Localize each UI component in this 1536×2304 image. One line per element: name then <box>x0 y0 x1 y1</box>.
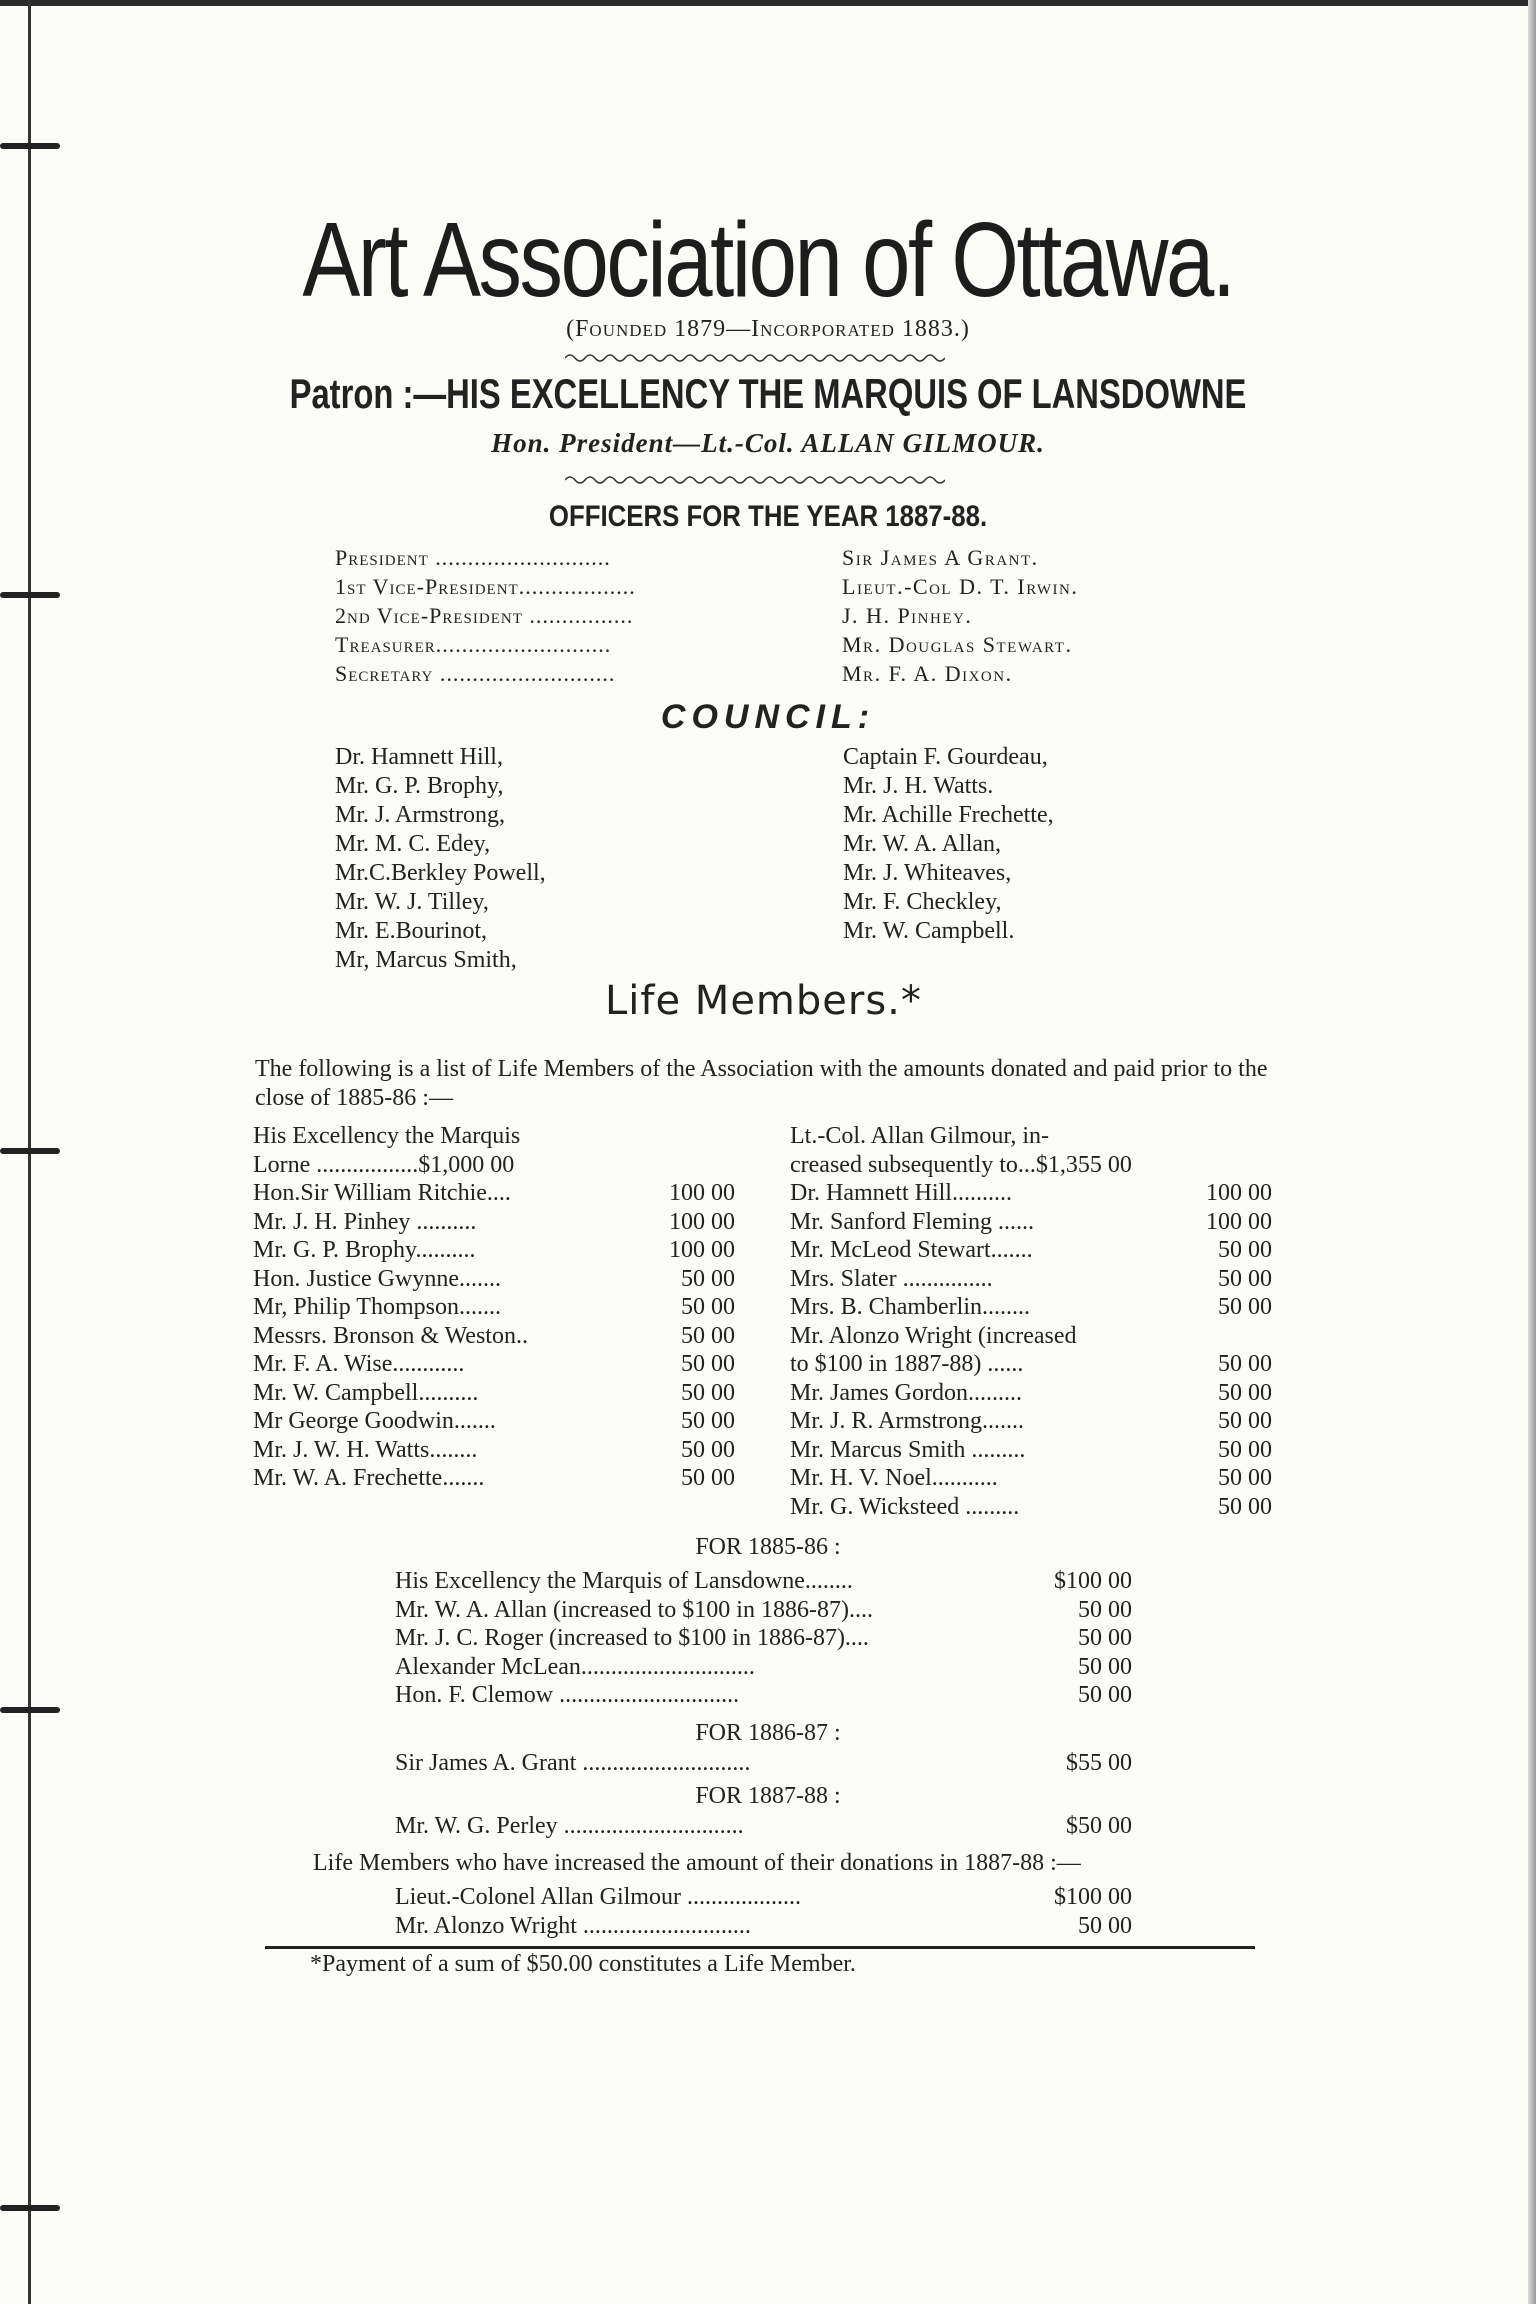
member-name: Lieut.-Colonel Allan Gilmour ................... <box>395 1884 801 1910</box>
member-amount: $100 00 <box>1054 1568 1132 1594</box>
officer-name: Mr. Douglas Stewart. <box>842 632 1073 657</box>
member-amount: 100 00 <box>1206 1208 1272 1235</box>
officer-role: Secretary ........................... <box>335 661 616 686</box>
member-name: Messrs. Bronson & Weston.. <box>253 1322 528 1349</box>
member-name: creased subsequently to...$1,355 00 <box>790 1151 1132 1178</box>
member-name: Mr. McLeod Stewart....... <box>790 1237 1033 1263</box>
member-amount: 50 00 <box>1218 1379 1272 1406</box>
officers-heading: OFFICERS FOR THE YEAR 1887-88. <box>548 500 988 533</box>
council-right-list <box>843 743 1054 946</box>
binding-stitch <box>0 143 70 153</box>
council-member: Dr. Hamnett Hill, <box>335 744 503 770</box>
member-amount: 100 00 <box>669 1180 735 1206</box>
for-1887-heading: FOR 1887-88 : <box>695 1783 841 1809</box>
footnote: *Payment of a sum of $50.00 constitutes a Life Member. <box>310 1951 856 1977</box>
member-name: Mr, Philip Thompson....... <box>253 1294 501 1320</box>
member-amount: 100 00 <box>669 1208 735 1235</box>
member-name: Mrs. Slater ............... <box>790 1265 993 1292</box>
member-name: Mr. Sanford Fleming ...... <box>790 1208 1034 1235</box>
binding-stitch <box>0 1707 70 1717</box>
member-amount: 50 00 <box>1218 1493 1272 1520</box>
intro-paragraph: The following is a list of Life Members of the Association with the amounts donated and paid prior to the close of 1885-86 :— <box>255 1056 1268 1111</box>
member-amount: 50 00 <box>681 1294 735 1320</box>
council-member: Mr. G. P. Brophy, <box>335 773 504 799</box>
council-member: Mr. J. H. Watts. <box>843 773 994 799</box>
member-amount: 50 00 <box>1078 1682 1132 1708</box>
member-amount: 50 00 <box>1218 1237 1272 1263</box>
member-amount: 50 00 <box>681 1465 735 1491</box>
officer-role: 2nd Vice-President ................ <box>335 603 634 628</box>
patron-line: Patron :—HIS EXCELLENCY THE MARQUIS OF LANSDOWNE <box>289 370 1247 417</box>
member-amount: $100 00 <box>1054 1884 1132 1910</box>
council-member: Mr. M. C. Edey, <box>335 831 491 857</box>
council-member: Mr, Marcus Smith, <box>335 947 517 973</box>
member-name: Mr. Alonzo Wright ............................ <box>395 1912 751 1939</box>
member-name: Mr. W. A. Allan (increased to $100 in 1886-87).... <box>395 1596 873 1623</box>
member-name: to $100 in 1887-88) ...... <box>790 1351 1024 1377</box>
hon-president-line: Hon. President—Lt.-Col. ALLAN GILMOUR. <box>491 428 1045 458</box>
wavy-divider <box>565 474 945 486</box>
for-1886-heading: FOR 1886-87 : <box>695 1720 841 1746</box>
member-amount: 50 00 <box>1218 1265 1272 1292</box>
page-right-edge <box>1528 0 1536 2304</box>
officer-name: Sir James A Grant. <box>842 545 1039 570</box>
member-name: Hon. F. Clemow .............................. <box>395 1682 740 1708</box>
member-amount: 100 00 <box>1206 1180 1272 1206</box>
officer-name: J. H. Pinhey. <box>842 603 973 628</box>
increased-intro: Life Members who have increased the amount of their donations in 1887-88 :— <box>313 1850 1081 1876</box>
member-name: Mr. W. G. Perley .............................. <box>395 1813 744 1839</box>
member-amount: 50 00 <box>1218 1351 1272 1377</box>
council-left-list <box>335 743 546 975</box>
member-name: Mr. Alonzo Wright (increased <box>790 1322 1077 1349</box>
page-title: Art Association of Ottawa. <box>302 201 1234 319</box>
member-name: Mr. G. P. Brophy.......... <box>253 1237 476 1263</box>
member-name: Hon. Justice Gwynne....... <box>253 1265 501 1292</box>
officer-role: President ........................... <box>335 545 611 570</box>
council-member: Mr. Achille Frechette, <box>843 802 1054 828</box>
member-name: Mr. J. W. H. Watts........ <box>253 1436 478 1463</box>
council-member: Mr.C.Berkley Powell, <box>335 860 546 886</box>
footnote-rule <box>265 1946 1255 1949</box>
member-amount: 50 00 <box>1078 1653 1132 1680</box>
council-member: Mr. W. J. Tilley, <box>335 889 489 915</box>
member-name: Mr. H. V. Noel........... <box>790 1465 998 1491</box>
member-amount: 50 00 <box>1218 1408 1272 1434</box>
member-amount: 50 00 <box>1218 1465 1272 1491</box>
member-name: Mr. J. R. Armstrong....... <box>790 1408 1025 1434</box>
binding-stitch <box>0 592 70 602</box>
founded-subtitle: (Founded 1879—Incorporated 1883.) <box>566 316 970 342</box>
member-name: Dr. Hamnett Hill.......... <box>790 1180 1012 1206</box>
member-amount: 50 00 <box>1078 1596 1132 1623</box>
page-top-edge <box>0 0 1536 6</box>
member-amount: 50 00 <box>681 1265 735 1292</box>
member-name: Sir James A. Grant ............................ <box>395 1750 751 1776</box>
member-amount: $55 00 <box>1066 1750 1132 1776</box>
member-amount: 50 00 <box>681 1379 735 1406</box>
member-name: Alexander McLean............................. <box>395 1653 755 1680</box>
officer-role: Treasurer........................... <box>335 632 612 657</box>
member-amount: 50 00 <box>1218 1436 1272 1463</box>
member-amount: 50 00 <box>1218 1294 1272 1320</box>
officer-name: Mr. F. A. Dixon. <box>842 661 1013 686</box>
member-name: Mr. J. H. Pinhey .......... <box>253 1208 477 1235</box>
life-members-heading: Life Members.* <box>605 978 922 1024</box>
member-name: Mr. W. A. Frechette....... <box>253 1465 485 1491</box>
member-amount: 100 00 <box>669 1237 735 1263</box>
member-name: Mrs. B. Chamberlin........ <box>790 1294 1030 1320</box>
member-amount: 50 00 <box>681 1351 735 1377</box>
officer-role: 1st Vice-President.................. <box>335 574 636 599</box>
council-member: Mr. J. Whiteaves, <box>843 860 1012 886</box>
council-member: Captain F. Gourdeau, <box>843 744 1048 770</box>
council-member: Mr. W. A. Allan, <box>843 831 1002 857</box>
council-member: Mr. E.Bourinot, <box>335 918 488 944</box>
member-name: Mr. J. C. Roger (increased to $100 in 1886-87).... <box>395 1625 869 1651</box>
council-member: Mr. J. Armstrong, <box>335 802 506 828</box>
member-name: Mr George Goodwin....... <box>253 1408 496 1434</box>
council-member: Mr. W. Campbell. <box>843 918 1015 944</box>
member-name: Mr. W. Campbell.......... <box>253 1379 479 1406</box>
member-amount: 50 00 <box>1078 1625 1132 1651</box>
member-name: His Excellency the Marquis of Lansdowne........ <box>395 1568 853 1594</box>
member-amount: 50 00 <box>681 1322 735 1349</box>
member-name: Lorne .................$1,000 00 <box>253 1151 515 1178</box>
member-name: His Excellency the Marquis <box>253 1123 521 1149</box>
wavy-divider <box>565 352 945 364</box>
member-amount: $50 00 <box>1066 1813 1132 1839</box>
member-name: Mr. G. Wicksteed ......... <box>790 1493 1020 1520</box>
council-member: Mr. F. Checkley, <box>843 889 1002 915</box>
binding-stitch <box>0 2205 70 2215</box>
member-name: Mr. Marcus Smith ......... <box>790 1436 1026 1463</box>
member-name: Lt.-Col. Allan Gilmour, in- <box>790 1123 1050 1149</box>
member-name: Mr. F. A. Wise............ <box>253 1351 465 1377</box>
member-name: Hon.Sir William Ritchie.... <box>253 1180 511 1206</box>
member-amount: 50 00 <box>1078 1912 1132 1939</box>
member-amount: 50 00 <box>681 1436 735 1463</box>
council-heading: COUNCIL: <box>660 698 876 736</box>
binding-stitch <box>0 1148 70 1158</box>
officer-name: Lieut.-Col D. T. Irwin. <box>842 574 1079 599</box>
member-amount: 50 00 <box>681 1408 735 1434</box>
for-1885-heading: FOR 1885-86 : <box>695 1534 841 1560</box>
member-name: Mr. James Gordon......... <box>790 1379 1022 1406</box>
